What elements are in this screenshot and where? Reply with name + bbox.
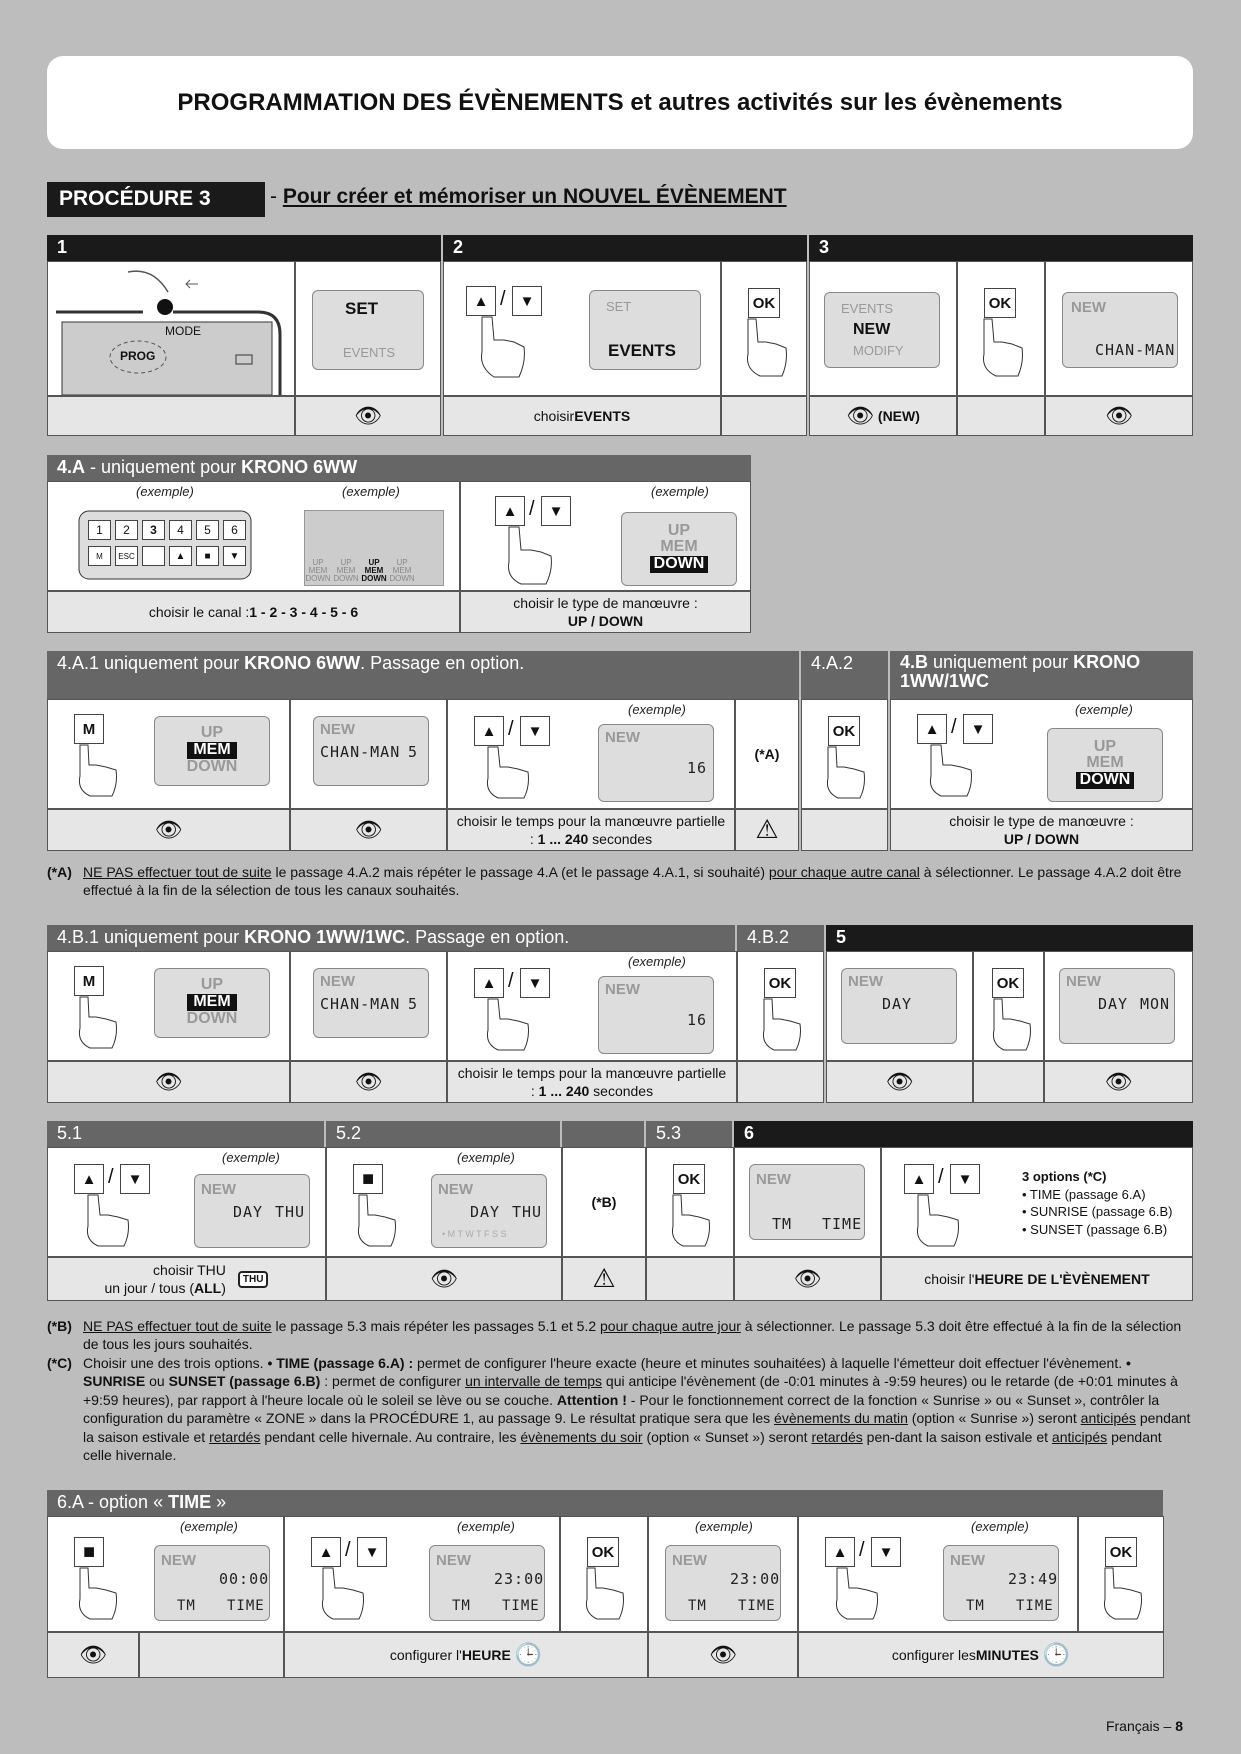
eye-icon: 👁 <box>793 1265 822 1291</box>
up-arrow-button[interactable]: ▲ <box>474 968 504 998</box>
lcd-display <box>312 290 424 370</box>
eye-icon: 👁 <box>79 1641 107 1667</box>
time-cell-3: (exemple) NEW 23:00 TM TIME <box>648 1516 798 1632</box>
down-arrow-button[interactable]: ▼ <box>963 714 993 744</box>
lcd-display: NEW 23:00 TM TIME <box>429 1545 545 1621</box>
prog-label[interactable]: PROG <box>120 349 156 363</box>
hand-icon <box>923 740 978 800</box>
m-button[interactable]: M <box>74 966 104 996</box>
time-cell-4: (exemple) ▲ / ▼ NEW 23:49 TM TIME <box>798 1516 1078 1632</box>
note-c: (*C) Choisir une des trois options. • TIME (passage 6.A) : permet de configurer l'heure exacte (heure et minutes souhaitées) à laquelle l'émetteur doit effectuer l'évènement. • SUNRISE ou SUNSET (passage 6.B) : permet de configurer un intervalle de temps qui anticipe l'évènement (de -0:01 minutes à -9:59 heures) ou le retarde (de +0:01 minutes à +9:59 heures), par rapport à l'heure locale où le soleil se lève ou se couche. Attention ! - Pour le fonctionnement correct de la fonction « Sunrise » ou « Sunset », contrôler la configuration du paramètre « ZONE » dans la PROCÉDURE 1, au passage 9. Le résultat pratique sera que les évènements du matin (option « Sunrise ») seront anticipés pendant la saison estivale et retardés pendant celle hivernale. Au contraire, les évènements du soir (option « Sunset ») seront retardés pen-dant la saison estivale et anticipés pendant celle hivernale. <box>47 1355 1191 1464</box>
step-4a1-header: 4.A.1 uniquement pour KRONO 6WW. Passage en option. <box>47 651 799 699</box>
caption-minutes: configurer les MINUTES 🕒 <box>798 1632 1164 1678</box>
caption-choose-events: choisir EVENTS <box>443 396 721 436</box>
up-arrow-button[interactable]: ▲ <box>74 1164 104 1194</box>
step-4b1-header: 4.B.1 uniquement pour KRONO 1WW/1WC. Passage en option. <box>47 925 735 951</box>
caption-type: choisir le type de manœuvre : UP / DOWN <box>890 809 1193 851</box>
ok-cell <box>801 699 888 809</box>
ok-cell <box>1078 1516 1164 1632</box>
time-select-cell: (exemple) ▲ / ▼ NEW 16 <box>447 951 737 1061</box>
hand-icon <box>474 312 529 382</box>
mem-cell <box>47 951 290 1061</box>
ok-button[interactable]: OK <box>748 288 780 318</box>
hand-icon <box>976 314 1026 380</box>
hand-icon <box>986 994 1036 1054</box>
down-arrow-button[interactable]: ▼ <box>871 1537 901 1567</box>
hand-icon <box>740 314 790 380</box>
eye-icon: 👁 <box>354 402 382 428</box>
step-1-header: 1 <box>47 235 441 261</box>
hand-icon <box>579 1563 629 1623</box>
ok-button[interactable]: OK <box>984 288 1016 318</box>
time-lcd-cell <box>734 1147 881 1257</box>
keypad-row2: M ESC ▲ ■ ▼ <box>88 546 246 566</box>
lcd-display: UP MEM DOWN <box>154 968 270 1038</box>
hand-icon <box>351 1190 401 1250</box>
lcd-display: NEW CHAN-MAN 5 <box>313 968 429 1038</box>
lcd-events-text: EVENTS <box>841 301 894 316</box>
lcd-new-text: NEW <box>853 321 891 338</box>
eye-icon: 👁 <box>154 1068 183 1094</box>
up-arrow-button[interactable]: ▲ <box>825 1537 855 1567</box>
procedure-label: PROCÉDURE 3 <box>47 182 265 217</box>
lcd-display: NEW 16 <box>598 976 714 1054</box>
keypad-row1: 1 2 3 4 5 6 <box>88 520 246 540</box>
caption-type: choisir le type de manœuvre : UP / DOWN <box>460 591 751 633</box>
channel-lcd <box>304 510 444 586</box>
eye-icon: 👁 <box>430 1265 458 1291</box>
lcd-events-text: EVENTS <box>608 341 677 360</box>
day-mon-cell <box>1044 951 1193 1061</box>
eye-icon: 👁 <box>354 1068 383 1094</box>
ok-cell <box>721 261 807 396</box>
m-button[interactable]: M <box>74 714 104 744</box>
page-footer: Français – 8 <box>1105 1718 1183 1734</box>
eye-icon: 👁 <box>1104 1068 1133 1094</box>
eye-icon: 👁 <box>154 816 183 842</box>
caption-heure: configurer l' HEURE 🕒 <box>284 1632 648 1678</box>
weekday-strip: • M T W T F S S <box>442 1229 507 1239</box>
time-select-cell: (exemple) ▲ / ▼ NEW 16 <box>447 699 735 809</box>
lcd-display: NEW DAY MON <box>1059 968 1175 1044</box>
channel-columns: UP MEM DOWN UP MEM DOWN UP MEM DOWN UP MEM DOWN <box>305 558 415 583</box>
note-b: (*B) NE PAS effectuer tout de suite le passage 5.3 mais répéter les passages 5.1 et 5.2 pour chaque autre jour à sélectionner. Le passage 5.3 doit être effectué à la fin de la sélection de tous les jours souhaités. <box>47 1318 1182 1353</box>
down-arrow-button[interactable]: ▼ <box>512 286 542 316</box>
step-5-2-header: 5.2 <box>326 1121 560 1147</box>
lcd-set-cell <box>295 261 441 396</box>
eye-icon: 👁 <box>709 1641 737 1667</box>
time-cell-2: (exemple) ▲ / ▼ NEW 23:00 TM TIME <box>284 1516 560 1632</box>
eye-icon: 👁 <box>354 816 383 842</box>
caption-channel: choisir le canal : 1 - 2 - 3 - 4 - 5 - 6 <box>47 591 460 633</box>
up-arrow-button[interactable]: ▲ <box>904 1164 934 1194</box>
ok-cell <box>737 951 824 1061</box>
hand-icon <box>315 1563 370 1623</box>
step-2-header: 2 <box>443 235 807 261</box>
step-4a2-header: 4.A.2 <box>801 651 888 699</box>
title-box <box>47 56 1193 149</box>
ok-button[interactable]: OK <box>828 716 860 746</box>
stop-button[interactable]: ■ <box>74 1537 104 1567</box>
lcd-display: NEW 23:49 TM TIME <box>943 1545 1059 1621</box>
type-select-cell: (exemple) ▲ / ▼ UP MEM DOWN <box>890 699 1193 809</box>
lcd-new-cell <box>809 261 957 396</box>
hand-icon <box>480 994 535 1054</box>
eye-icon: 👁 <box>885 1068 914 1094</box>
lcd-display <box>589 290 701 370</box>
down-arrow-button[interactable]: ▼ <box>950 1164 980 1194</box>
lcd-modify-text: MODIFY <box>853 343 904 358</box>
step-4b-header: 4.B uniquement pour KRONO 1WW/1WC <box>890 651 1193 699</box>
ok-button[interactable]: OK <box>587 1537 619 1567</box>
ok-button[interactable]: OK <box>992 968 1024 998</box>
up-arrow-button[interactable]: ▲ <box>474 716 504 746</box>
up-arrow-button[interactable]: ▲ <box>917 714 947 744</box>
lcd-set-text: SET <box>606 299 632 314</box>
options-cell: ▲ / ▼ 3 options (*C) • TIME (passage 6.A) • SUNRISE (passage 6.B) • SUNSET (passage 6.B) <box>881 1147 1193 1257</box>
step-3-header: 3 <box>809 235 1193 261</box>
lcd-display: NEW DAY THU <box>194 1174 310 1248</box>
step-4a-header: 4.A - uniquement pour KRONO 6WW <box>47 455 751 481</box>
warning-icon: ⚠ <box>562 1257 646 1301</box>
note-a: (*A) NE PAS effectuer tout de suite le passage 4.A.2 mais répéter le passage 4.A (et le passage 4.A.1, si souhaité) pour chaque autre canal à sélectionner. Le passage 4.A.2 doit être effectué à la fin de la sélection de tous les canaux souhaités. <box>47 864 1182 899</box>
clock-icon: 🕒 <box>514 1641 543 1667</box>
lcd-display <box>824 292 940 368</box>
ok-button[interactable]: OK <box>764 968 796 998</box>
lcd-display: NEW DAY THU • M T W T F S S <box>431 1174 547 1248</box>
hand-icon <box>1097 1563 1147 1623</box>
up-arrow-button[interactable]: ▲ <box>311 1537 341 1567</box>
caption-heure: choisir l' HEURE DE L'ÈVÈNEMENT <box>881 1257 1193 1301</box>
hand-icon <box>80 1190 135 1250</box>
lcd-events-text: EVENTS <box>343 345 396 360</box>
up-arrow-button[interactable]: ▲ <box>466 286 496 316</box>
lcd-display: NEW DAY <box>841 968 957 1044</box>
mem-cell <box>47 699 290 809</box>
ok-cell <box>560 1516 648 1632</box>
lcd-chan-cell <box>1045 261 1193 396</box>
procedure-title: - Pour créer et mémoriser un NOUVEL ÉVÈNEMENT <box>270 185 787 208</box>
thu-select-cell: (exemple) ▲ / ▼ NEW DAY THU <box>47 1147 326 1257</box>
chan-cell <box>290 699 447 809</box>
hand-icon <box>910 1190 965 1250</box>
step-5-header: 5 <box>826 925 1193 951</box>
mode-label: MODE <box>165 324 201 338</box>
options-list: 3 options (*C) • TIME (passage 6.A) • SUNRISE (passage 6.B) • SUNSET (passage 6.B) <box>1022 1169 1173 1237</box>
type-select-cell: (exemple) ▲ / ▼ UP MEM DOWN <box>460 481 751 591</box>
step-5-1-header: 5.1 <box>47 1121 324 1147</box>
step-4b2-header: 4.B.2 <box>737 925 824 951</box>
down-arrow-button[interactable]: ▼ <box>357 1537 387 1567</box>
hand-icon <box>665 1190 715 1250</box>
eye-icon: 👁 <box>1105 402 1133 428</box>
calendar-icon: THU <box>238 1271 269 1288</box>
warning-icon: ⚠ <box>735 809 799 851</box>
caption-new: 👁 (NEW) <box>809 396 957 436</box>
eye-icon: 👁 <box>846 402 875 428</box>
hand-icon <box>72 992 122 1052</box>
ok-button[interactable]: OK <box>673 1164 705 1194</box>
ok-cell <box>646 1147 734 1257</box>
up-arrow-button[interactable]: ▲ <box>495 496 525 526</box>
caption-time: choisir le temps pour la manœuvre partielle : 1 ... 240 secondes <box>447 809 735 851</box>
page-title: PROGRAMMATION DES ÉVÈNEMENTS et autres activités sur les évènements <box>177 88 1063 116</box>
lcd-display: NEW CHAN-MAN 5 <box>313 716 429 786</box>
ok-cell <box>973 951 1044 1061</box>
day-cell <box>826 951 973 1061</box>
lcd-set-text: SET <box>345 299 379 318</box>
device-cell <box>47 261 295 396</box>
lcd-display <box>1062 292 1178 368</box>
channel-select-cell: (exemple) (exemple) 1 2 3 4 5 6 M ESC ▲ ■ ▼ UP MEM DOWN UP MEM DOWN UP MEM DOWN UP MEM DOWN <box>47 481 460 591</box>
note-ref-a: (*A) <box>735 699 799 809</box>
stop-cell: (exemple) ■ NEW DAY THU • M T W T F S S <box>326 1147 562 1257</box>
down-arrow-button[interactable]: ▼ <box>541 496 571 526</box>
step-6a-header: 6.A - option « TIME » <box>47 1490 1163 1516</box>
lcd-display: UP MEM DOWN <box>621 512 737 586</box>
lcd-display: NEW 23:00 TM TIME <box>665 1545 781 1621</box>
ok-button[interactable]: OK <box>1105 1537 1137 1567</box>
step-6-header: 6 <box>734 1121 1193 1147</box>
arrows-events-cell: ▲ / ▼ SET EVENTS <box>443 261 721 396</box>
lcd-display: NEW 00:00 TM TIME <box>154 1545 270 1621</box>
lcd-display: NEW 16 <box>598 724 714 802</box>
down-arrow-button[interactable]: ▼ <box>120 1164 150 1194</box>
lcd-display: UP MEM DOWN <box>154 716 270 786</box>
lcd-new-text: NEW <box>1071 299 1106 316</box>
lcd-display: UP MEM DOWN <box>1047 728 1163 802</box>
caption-thu: choisir THU un jour / tous (ALL) THU <box>47 1257 326 1301</box>
hand-icon <box>72 1563 122 1623</box>
note-ref-b: (*B) <box>562 1147 646 1257</box>
lcd-display: NEW TM TIME <box>749 1164 865 1240</box>
clock-icon: 🕒 <box>1042 1641 1071 1667</box>
down-arrow-button[interactable]: ▼ <box>520 968 550 998</box>
down-arrow-button[interactable]: ▼ <box>520 716 550 746</box>
ok-cell <box>957 261 1045 396</box>
caption-time: choisir le temps pour la manœuvre partielle : 1 ... 240 secondes <box>447 1061 737 1103</box>
hand-icon <box>480 742 535 802</box>
hand-icon <box>829 1563 884 1623</box>
time-cell-1: (exemple) ■ NEW 00:00 TM TIME <box>47 1516 284 1632</box>
step-5-3-header: 5.3 <box>646 1121 732 1147</box>
lcd-chan-text: CHAN-MAN <box>1095 341 1176 359</box>
hand-icon <box>756 994 806 1054</box>
chan-cell <box>290 951 447 1061</box>
hand-icon <box>72 740 122 800</box>
hand-icon <box>501 522 556 588</box>
stop-button[interactable]: ■ <box>353 1164 383 1194</box>
hand-icon <box>820 742 870 802</box>
